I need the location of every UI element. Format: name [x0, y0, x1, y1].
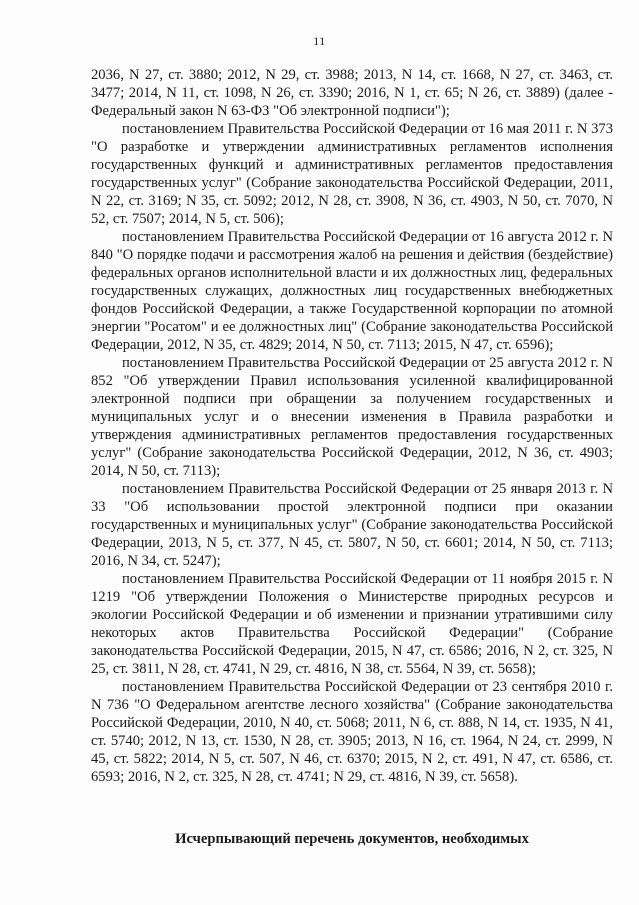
paragraph-decree-736: постановлением Правительства Российской Федерации от 23 сентября 2010 г. N 736 "О Федеральном агентстве лесного хозяйства" (Собрание законодательства Российской Федерации, 2010, N 40, ст. 5068; 2011, N 6, ст. 888, N 14, ст. 1935, N 41, ст. 5740; 2012, N 13, ст. 1530, N 28, ст. 3905; 2013, N 16, ст. 1964, N 24, ст. 2999, N 45, ст. 5822; 2014, N 5, ст. 507, N 46, ст. 6370; 2015, N 2, ст. 491, N 47, ст. 6586, ст. 6593; 2016, N 2, ст. 325, N 28, ст. 4741; N 29, ст. 4816, N 39, ст. 5658).: [91, 679, 613, 785]
paragraph-continuation: 2036, N 27, ст. 3880; 2012, N 29, ст. 3988; 2013, N 14, ст. 1668, N 27, ст. 3463, ст. 3477; 2014, N 11, ст. 1098, N 26, ст. 3390; 2016, N 1, ст. 65; N 26, ст. 3889) (далее - Федеральный закон N 63-ФЗ "Об электронной подписи");: [91, 67, 613, 119]
section-heading: Исчерпывающий перечень документов, необходимых: [175, 831, 529, 847]
body-text: [91, 66, 613, 786]
page-number: 11: [313, 34, 326, 48]
paragraph-decree-373: постановлением Правительства Российской Федерации от 16 мая 2011 г. N 373 "О разработке и утверждении административных регламентов исполнения государственных функций и административных регламентов предоставления государственных услуг" (Собрание законодательства Российской Федерации, 2011, N 22, ст. 3169; N 35, ст. 5092; 2012, N 28, ст. 3908, N 36, ст. 4903, N 50, ст. 7070, N 52, ст. 7507; 2014, N 5, ст. 506);: [91, 121, 613, 227]
paragraph-decree-1219: постановлением Правительства Российской Федерации от 11 ноября 2015 г. N 1219 "Об утверждении Положения о Министерстве природных ресурсов и экологии Российской Федерации и об изменении и признании утратившими силу некоторых актов Правительства Российской Федерации" (Собрание законодательства Российской Федерации, 2015, N 47, ст. 6586; 2016, N 2, ст. 325, N 25, ст. 3811, N 28, ст. 4741, N 29, ст. 4816, N 38, ст. 5564, N 39, ст. 5658);: [91, 571, 613, 677]
paragraph-decree-33: постановлением Правительства Российской Федерации от 25 января 2013 г. N 33 "Об использовании простой электронной подписи при оказании государственных и муниципальных услуг" (Собрание законодательства Российской Федерации, 2013, N 5, ст. 377, N 45, ст. 5807, N 50, ст. 6601; 2014, N 50, ст. 7113; 2016, N 34, ст. 5247);: [91, 481, 613, 569]
paragraph-decree-852: постановлением Правительства Российской Федерации от 25 августа 2012 г. N 852 "Об утверждении Правил использования усиленной квалифицированной электронной подписи при обращении за получением государственных и муниципальных услуг и о внесении изменения в Правила разработки и утверждения административных регламентов предоставления государственных услуг" (Собрание законодательства Российской Федерации, 2012, N 36, ст. 4903; 2014, N 50, ст. 7113);: [91, 355, 613, 479]
paragraph-decree-840: постановлением Правительства Российской Федерации от 16 августа 2012 г. N 840 "О порядке подачи и рассмотрения жалоб на решения и действия (бездействие) федеральных органов исполнительной власти и их должностных лиц, федеральных государственных служащих, должностных лиц государственных внебюджетных фондов Российской Федерации, а также Государственной корпорации по атомной энергии "Росатом" и ее должностных лиц" (Собрание законодательства Российской Федерации, 2012, N 35, ст. 4829; 2014, N 50, ст. 7113; 2015, N 47, ст. 6596);: [91, 229, 613, 353]
